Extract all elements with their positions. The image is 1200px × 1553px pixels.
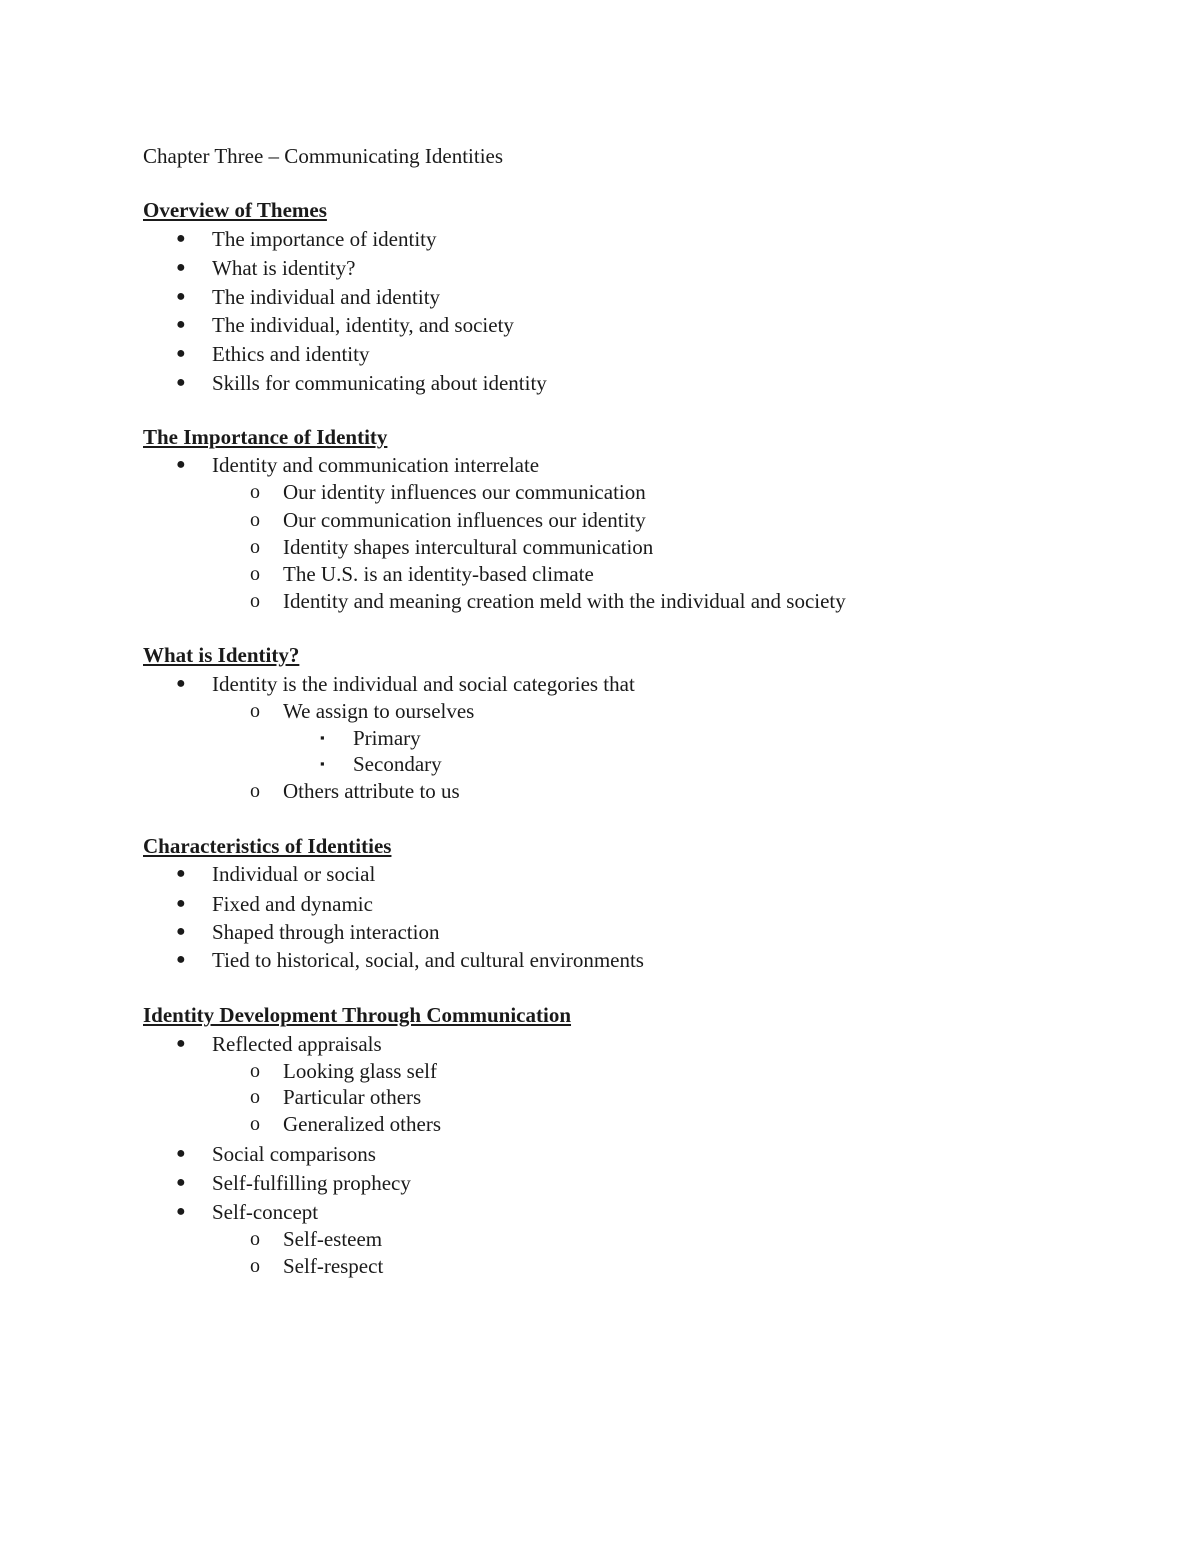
sub-list-item [250,1226,383,1252]
sub-list-item [250,1058,437,1084]
bullet-icon: ● [176,316,186,333]
list-item-text: We assign to ourselves [283,699,475,723]
list-item-text: Fixed and dynamic [212,892,373,916]
list-item [176,671,635,697]
list-item-text: Self-fulfilling prophecy [212,1171,411,1195]
list-item-text: Our communication influences our identity [283,508,646,532]
circle-bullet-icon: o [250,1255,260,1277]
list-item [176,919,440,945]
list-item-text: Others attribute to us [283,779,460,803]
bullet-icon: ● [176,1145,186,1162]
sub-sub-list-item [320,751,442,777]
list-item-text: Generalized others [283,1112,442,1136]
list-item [176,1031,382,1057]
list-item-text: Self-concept [212,1200,319,1224]
sub-list-item [250,507,646,533]
section-heading-importance-of-identity: The Importance of Identity [143,425,388,449]
list-item [176,947,644,973]
bullet-icon: ● [176,895,186,912]
circle-bullet-icon: o [250,780,260,802]
document-title: Chapter Three – Communicating Identities [143,144,504,168]
sub-list-item [250,479,646,505]
list-item-text: Ethics and identity [212,342,370,366]
section-heading-overview-of-themes: Overview of Themes [143,198,327,222]
list-item [176,891,373,917]
section-heading-characteristics-of-identities: Characteristics of Identities [143,834,392,858]
circle-bullet-icon: o [250,1228,260,1250]
list-item-text: Self-respect [283,1254,384,1278]
bullet-icon: ● [176,259,186,276]
sub-list-item [250,1084,422,1110]
list-item [176,284,441,310]
circle-bullet-icon: o [250,563,260,585]
bullet-icon: ● [176,345,186,362]
list-item [176,255,356,281]
list-item-text: Identity and meaning creation meld with the individual and society [283,589,846,613]
list-item [176,312,514,338]
bullet-icon: ● [176,456,186,473]
list-item-text: The individual and identity [212,285,441,309]
list-item-text: The individual, identity, and society [212,313,514,337]
sub-list-item [250,534,654,560]
circle-bullet-icon: o [250,1086,260,1108]
list-item-text: The importance of identity [212,227,437,251]
bullet-icon: ● [176,230,186,247]
list-item-text: Tied to historical, social, and cultural environments [212,948,644,972]
list-item-text: Particular others [283,1085,422,1109]
bullet-icon: ● [176,675,186,692]
section-heading-what-is-identity: What is Identity? [143,643,300,667]
list-item-text: What is identity? [212,256,356,280]
bullet-icon: ● [176,865,186,882]
circle-bullet-icon: o [250,1113,260,1135]
circle-bullet-icon: o [250,590,260,612]
list-item [176,341,370,367]
square-bullet-icon: ▪ [320,730,325,745]
list-item-text: Shaped through interaction [212,920,440,944]
list-item [176,1199,319,1225]
list-item [176,1141,376,1167]
list-item-text: Primary [353,726,421,750]
circle-bullet-icon: o [250,700,260,722]
bullet-icon: ● [176,923,186,940]
sub-list-item [250,561,594,587]
list-item-text: Social comparisons [212,1142,376,1166]
sub-list-item [250,1253,384,1279]
list-item [176,370,547,396]
circle-bullet-icon: o [250,1060,260,1082]
sub-list-item [250,778,460,804]
section-heading-identity-development: Identity Development Through Communication [143,1003,572,1027]
list-item-text: The U.S. is an identity-based climate [283,562,594,586]
list-item-text: Individual or social [212,862,376,886]
list-item-text: Identity shapes intercultural communication [283,535,654,559]
list-item [176,452,540,478]
list-item [176,861,376,887]
bullet-icon: ● [176,288,186,305]
circle-bullet-icon: o [250,536,260,558]
list-item [176,226,437,252]
sub-sub-list-item [320,725,421,751]
list-item-text: Skills for communicating about identity [212,371,547,395]
circle-bullet-icon: o [250,481,260,503]
circle-bullet-icon: o [250,509,260,531]
list-item-text: Our identity influences our communication [283,480,646,504]
list-item [176,1170,411,1196]
list-item-text: Self-esteem [283,1227,383,1251]
bullet-icon: ● [176,1174,186,1191]
sub-list-item [250,1111,442,1137]
square-bullet-icon: ▪ [320,756,325,771]
list-item-text: Secondary [353,752,442,776]
list-item-text: Reflected appraisals [212,1032,382,1056]
sub-list-item [250,588,846,614]
list-item-text: Looking glass self [283,1059,437,1083]
bullet-icon: ● [176,1035,186,1052]
bullet-icon: ● [176,1203,186,1220]
bullet-icon: ● [176,374,186,391]
bullet-icon: ● [176,951,186,968]
list-item-text: Identity is the individual and social categories that [212,672,635,696]
sub-list-item [250,698,475,724]
list-item-text: Identity and communication interrelate [212,453,540,477]
